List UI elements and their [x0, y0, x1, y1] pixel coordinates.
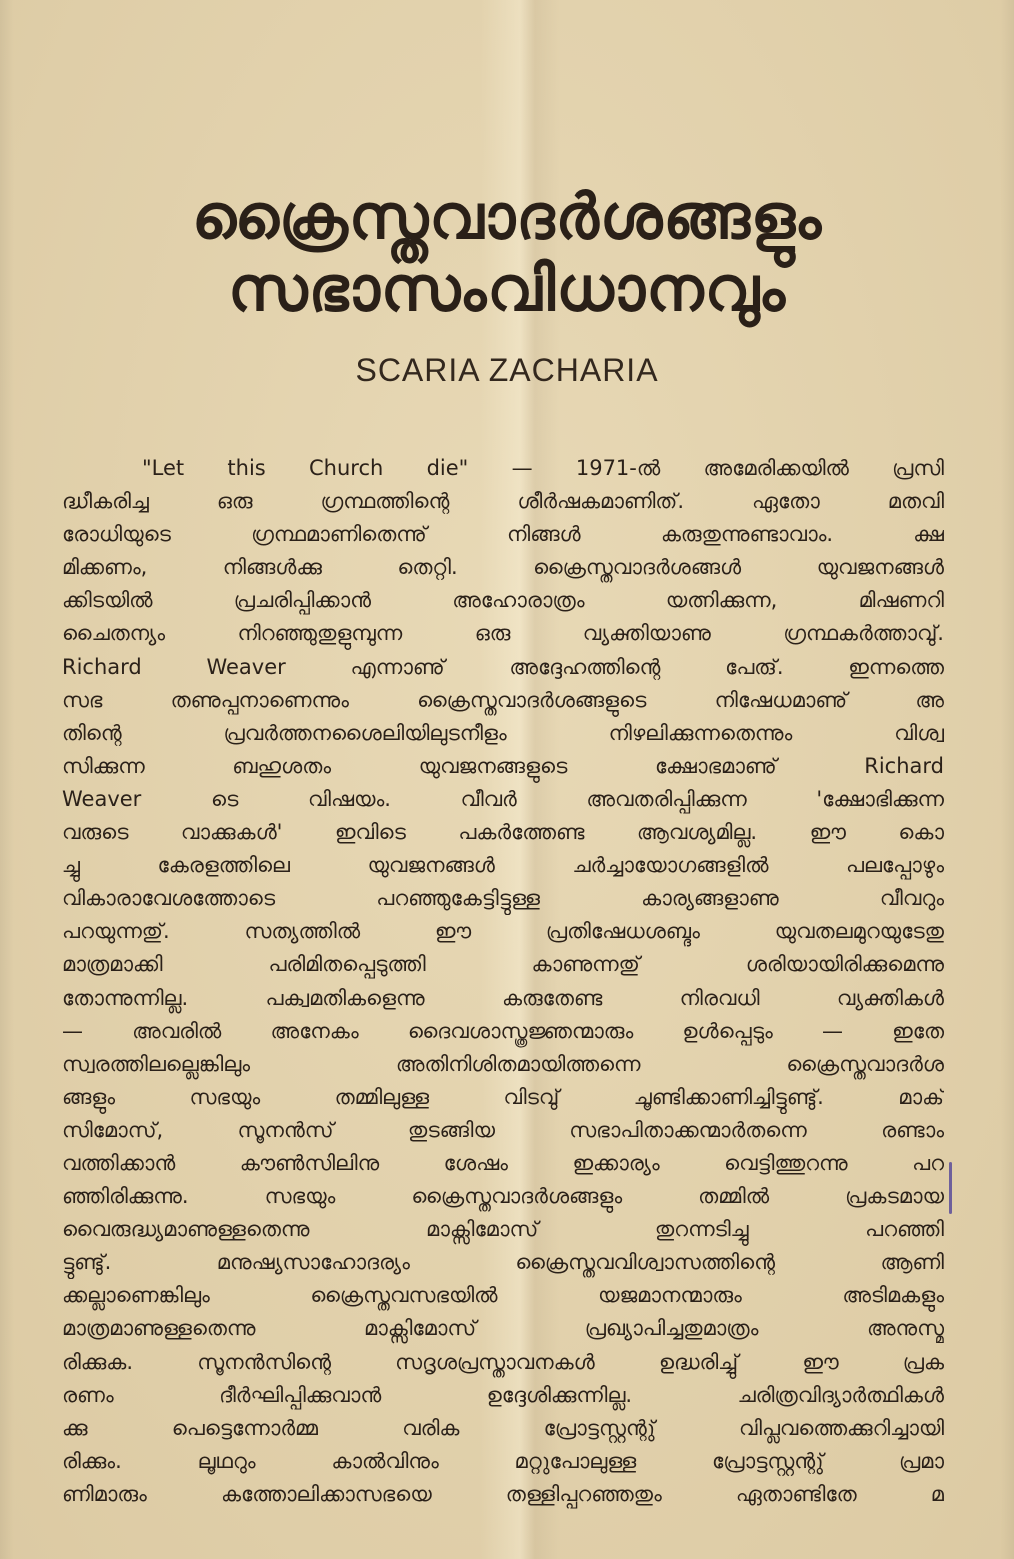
- body-line: ക്കല്ലാണെങ്കിലും ക്രൈസ്തവസഭയിൽ യജമാനന്മാരും അടിമകളും: [62, 1283, 944, 1308]
- body-line: വികാരാവേശത്തോടെ പറഞ്ഞുകേട്ടിട്ടുള്ള കാര്യങ്ങളാണു വീവറും: [62, 886, 944, 911]
- body-line: ച്ചു കേരളത്തിലെ യുവജനങ്ങൾ ചർച്ചായോഗങ്ങളിൽ പലപ്പോഴും: [62, 853, 944, 878]
- body-line: — അവരിൽ അനേകം ദൈവശാസ്ത്രജ്ഞന്മാരും ഉൾപ്പെടും — ഇതേ: [62, 1018, 944, 1043]
- body-line: Richard Weaver എന്നാണു് അദ്ദേഹത്തിന്റെ പേരു്. ഇന്നത്തെ: [62, 654, 944, 679]
- body-line: രോധിയുടെ ഗ്രന്ഥമാണിതെന്നു് നിങ്ങൾ കരുതുന്നുണ്ടാവാം. ക്ഷ: [62, 522, 944, 547]
- body-line: ണിമാരും കത്തോലിക്കാസഭയെ തള്ളിപ്പറഞ്ഞതും ഏതാണ്ടിതേ മ: [62, 1481, 944, 1506]
- body-line: വൈരുദ്ധ്യമാണുള്ളതെന്നു മാക്സിമോസ് തുറന്നടിച്ചു പറഞ്ഞി: [62, 1217, 944, 1242]
- body-line: രിക്കും. ലൂഥറും കാൽവിനും മറ്റുപോലുള്ള പ്രോട്ടസ്റ്റന്റു് പ്രമാ: [62, 1448, 944, 1473]
- margin-pen-mark: [949, 1162, 952, 1214]
- body-line: ദ്ധീകരിച്ച ഒരു ഗ്രന്ഥത്തിന്റെ ശീർഷകമാണിത്. ഏതോ മതവി: [62, 489, 944, 514]
- body-line: പറയുന്നതു്. സത്യത്തിൽ ഈ പ്രതിഷേധശബ്ദം യുവതലമുറയുടേതു: [62, 919, 944, 944]
- body-line: ങ്ങളും സഭയും തമ്മിലുള്ള വിടവു് ചൂണ്ടിക്കാണിച്ചിട്ടുണ്ടു്. മാക്: [62, 1084, 944, 1109]
- body-line: സിമോസ്, സൂനൻസ് തുടങ്ങിയ സഭാപിതാക്കന്മാർതന്നെ രണ്ടാം: [62, 1117, 944, 1142]
- body-line: "Let this Church die" — 1971-ൽ അമേരിക്കയിൽ പ്രസി: [142, 456, 944, 480]
- article-title-line-1: ക്രൈസ്തവാദർശങ്ങളും: [191, 180, 823, 253]
- body-line: തിന്റെ പ്രവർത്തനശൈലിയിലുടനീളം നിഴലിക്കുന്നതെന്നും വിശ്വ: [62, 720, 944, 745]
- body-line: രിക്കുക. സൂനൻസിന്റെ സദൃശപ്രസ്താവനകൾ ഉദ്ധരിച്ചു് ഈ പ്രക: [62, 1349, 944, 1374]
- body-line: ട്ടുണ്ടു്. മനുഷ്യസാഹോദര്യം ക്രൈസ്തവവിശ്വാസത്തിന്റെ ആണി: [62, 1250, 944, 1275]
- body-line: Weaver ടെ വിഷയം. വീവർ അവതരിപ്പിക്കുന്ന 'ക്ഷോഭിക്കുന്ന: [62, 786, 944, 811]
- body-line: തോന്നുന്നില്ല. പക്വമതികളെന്നു കരുതേണ്ട നിരവധി വ്യക്തികൾ: [62, 985, 944, 1010]
- body-line: ചൈതന്യം നിറഞ്ഞുതുളുമ്പുന്ന ഒരു വ്യക്തിയാണു ഗ്രന്ഥകർത്താവു്.: [62, 621, 944, 646]
- body-line: രണം ദീർഘിപ്പിക്കുവാൻ ഉദ്ദേശിക്കുന്നില്ല. ചരിത്രവിദ്യാർത്ഥികൾ: [62, 1382, 944, 1407]
- body-line: മിക്കണം, നിങ്ങൾക്കു തെറ്റി. ക്രൈസ്തവാദർശങ്ങൾ യുവജനങ്ങൾ: [62, 555, 944, 580]
- body-line: മാത്രമാണുള്ളതെന്നു മാക്സിമോസ് പ്രഖ്യാപിച്ചതുമാത്രം അനുസ്മ: [62, 1316, 944, 1341]
- body-line: സ്വരത്തിലല്ലെങ്കിലും അതിനിശിതമായിത്തന്നെ ക്രൈസ്തവാദർശ: [62, 1051, 944, 1076]
- body-line: ഞ്ഞിരിക്കുന്നു. സഭയും ക്രൈസ്തവാദർശങ്ങളും തമ്മിൽ പ്രകടമായ: [62, 1184, 944, 1209]
- body-line: വത്തിക്കാൻ കൗൺസിലിനു ശേഷം ഇക്കാര്യം വെട്ടിത്തുറന്നു പറ: [62, 1150, 944, 1175]
- author-byline: SCARIA ZACHARIA: [355, 352, 659, 388]
- body-line: ക്കിടയിൽ പ്രചരിപ്പിക്കാൻ അഹോരാത്രം യത്നിക്കുന്ന, മിഷണറി: [62, 588, 944, 613]
- body-line: വരുടെ വാക്കുകൾ' ഇവിടെ പകർത്തേണ്ട ആവശ്യമില്ല. ഈ കൊ: [62, 820, 944, 845]
- body-line: സിക്കുന്ന ബഹുശതം യുവജനങ്ങളുടെ ക്ഷോഭമാണു് Richard: [62, 753, 944, 778]
- body-line: മാത്രമാക്കി പരിമിതപ്പെടുത്തി കാണുന്നതു് ശരിയായിരിക്കുമെന്നു: [62, 952, 944, 977]
- article-title-line-2: സഭാസംവിധാനവും: [228, 252, 786, 325]
- body-line: ക്കു പെട്ടെന്നോർമ്മ വരിക പ്രോട്ടസ്റ്റന്റു് വിപ്ലവത്തെക്കുറിച്ചായി: [62, 1415, 944, 1440]
- body-line: സഭ തണുപ്പനാണെന്നും ക്രൈസ്തവാദർശങ്ങളുടെ നിഷേധമാണു് അ: [62, 687, 944, 712]
- article-body: [62, 452, 944, 1511]
